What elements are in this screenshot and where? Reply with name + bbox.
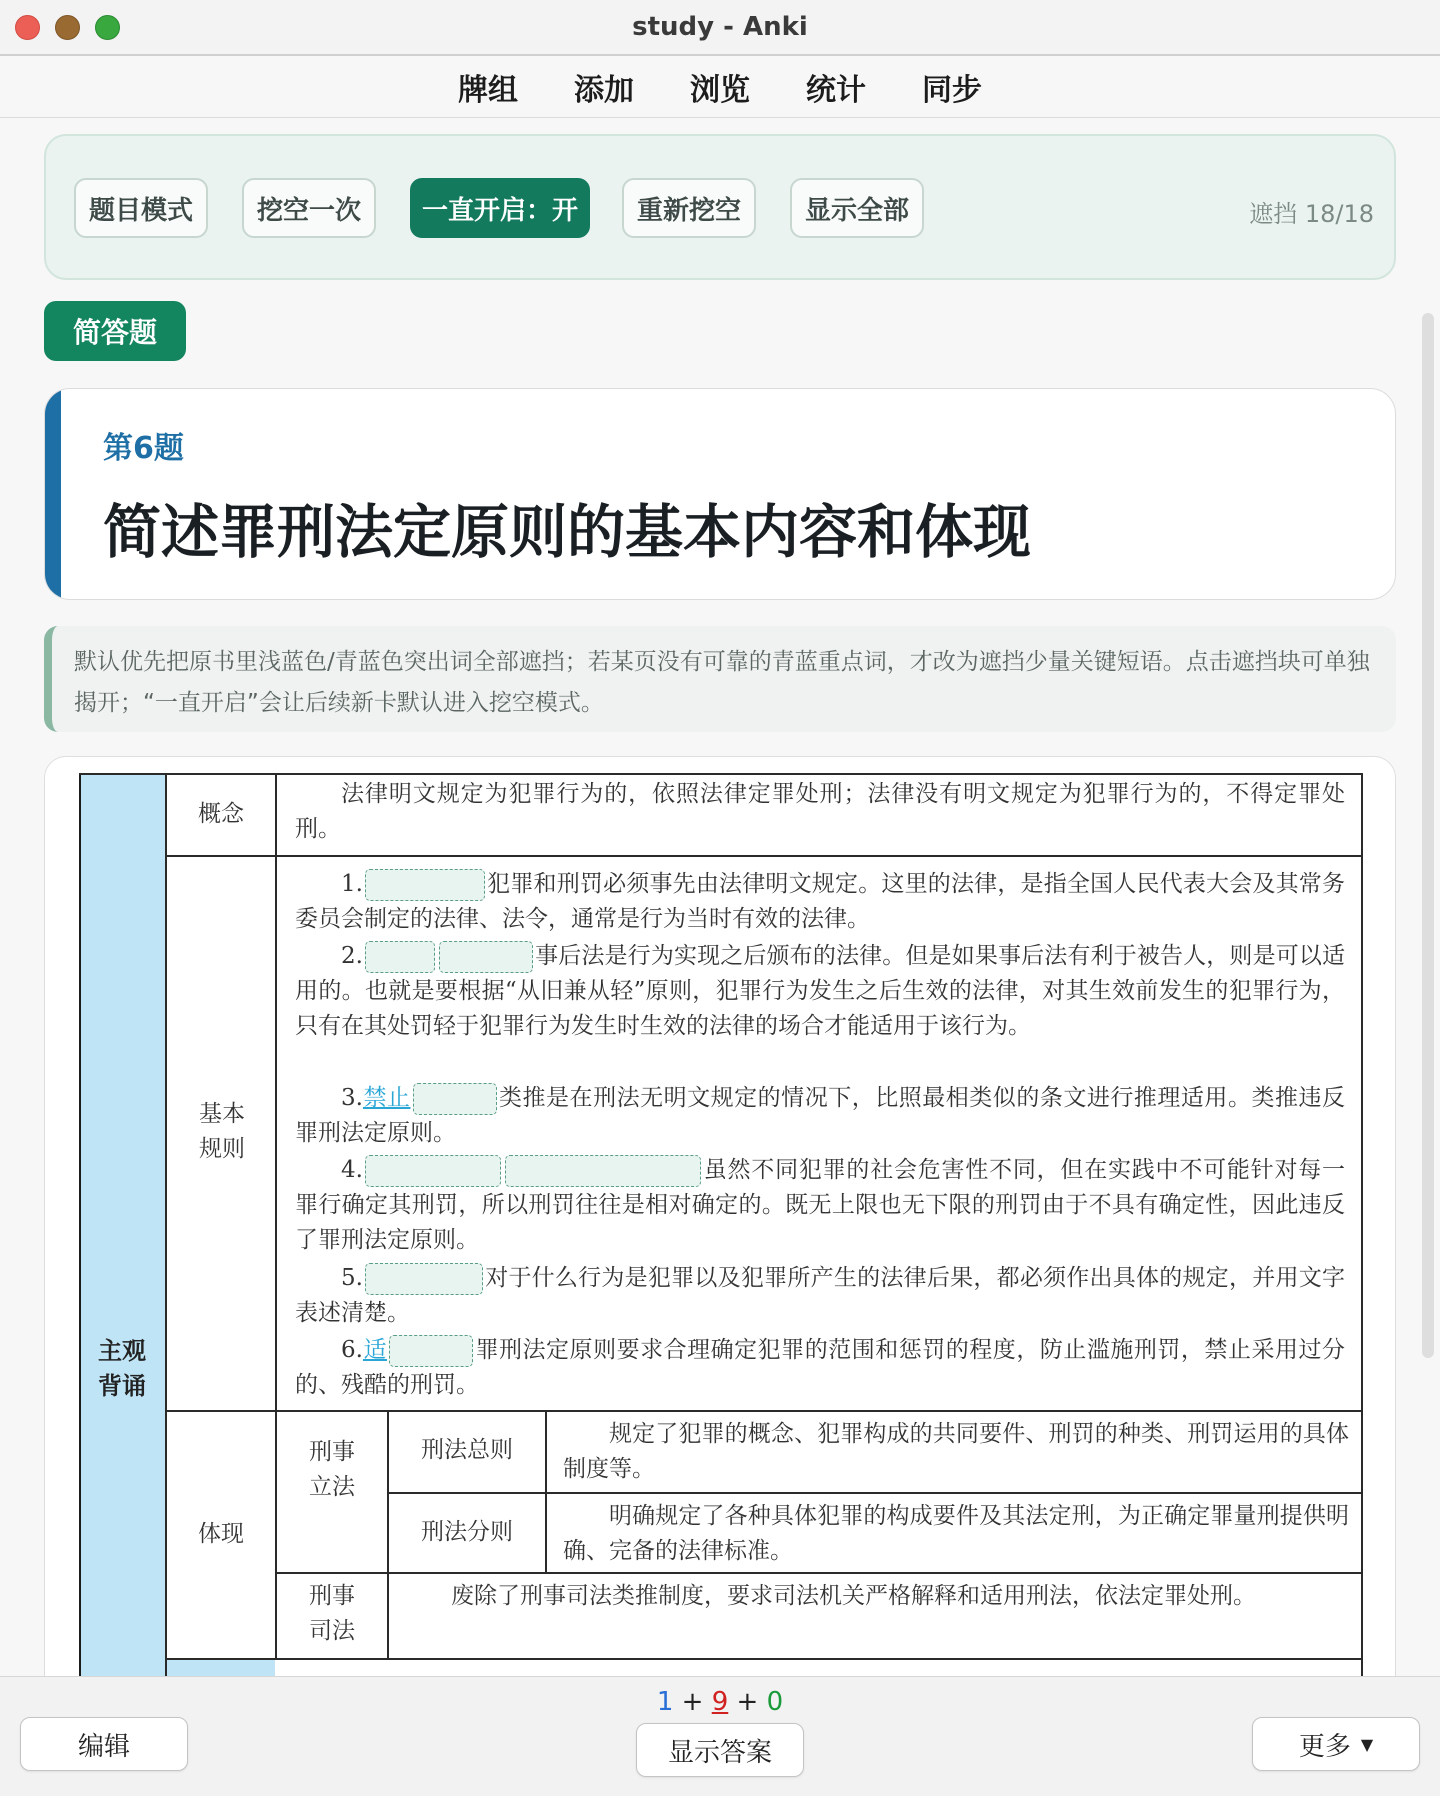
instruction-note: 默认优先把原书里浅蓝色/青蓝色突出词全部遮挡；若某页没有可靠的青蓝重点词，才改为遮挡少量关键短语。点击遮挡块可单独揭开；“一直开启”会让后续新卡默认进入挖空模式。 xyxy=(44,626,1396,732)
embody-label: 体现 xyxy=(198,1521,244,1547)
cloze-mask[interactable] xyxy=(365,1155,501,1187)
window-titlebar xyxy=(0,0,1440,56)
judicial-label: 刑事司法 xyxy=(309,1583,355,1644)
question-mode-button[interactable]: 题目模式 xyxy=(74,178,208,238)
answer-image-card xyxy=(44,756,1396,1676)
rule-item: 3.禁止 类推是在刑法无明文规定的情况下，比照最相类似的条文进行推理适用。类推违反罪刑法定原则。 xyxy=(295,1085,1346,1146)
cloze-mask[interactable] xyxy=(413,1083,497,1115)
cloze-toolbar xyxy=(44,134,1396,280)
side-column xyxy=(79,773,165,1676)
specific-part-text: 明确规定了各种具体犯罪的构成要件及其法定刑，为正确定罪量刑提供明确、完备的法律标准。 xyxy=(563,1503,1349,1564)
rules-label: 基本规则 xyxy=(199,1101,245,1162)
new-count: 1 xyxy=(656,1687,674,1717)
concept-text: 法律明文规定为犯罪行为的，依照法律定罪处刑；法律没有明文规定为犯罪行为的，不得定罪处刑。 xyxy=(295,781,1345,842)
main-menu xyxy=(0,56,1440,118)
side-label: 主观背诵 xyxy=(98,1336,146,1400)
card-accent-bar xyxy=(45,389,61,599)
card-content-area xyxy=(0,118,1440,1676)
menu-sync[interactable]: 同步 xyxy=(922,72,982,108)
question-title: 简述罪刑法定原则的基本内容和体现 xyxy=(103,498,1032,566)
scrollbar-thumb[interactable] xyxy=(1422,313,1434,1358)
always-on-toggle[interactable]: 一直开启：开 xyxy=(410,178,590,238)
judicial-text: 废除了刑事司法类推制度，要求司法机关严格解释和适用刑法，依法定罪处刑。 xyxy=(451,1583,1256,1609)
rule-item: 1. 犯罪和刑罚必须事先由法律明文规定。这里的法律，是指全国人民代表大会及其常务委员会制定的法律、法令，通常是行为当时有效的法律。 xyxy=(295,871,1345,932)
question-card xyxy=(44,388,1396,600)
cloze-mask[interactable] xyxy=(365,869,485,901)
rule-item: 4. 虽然不同犯罪的社会危害性不同，但在实践中不可能针对每一罪行确定其刑罚，所以刑罚往往是相对确定的。既无上限也无下限的刑罚由于不具有确定性，因此违反了罪刑法定原则。 xyxy=(295,1157,1345,1253)
rule-item: 2. 事后法是行为实现之后颁布的法律。但是如果事后法有利于被告人，则是可以适用的。也就是要根据“从旧兼从轻”原则，犯罪行为发生之后生效的法律，对其生效前发生的犯罪行为，只有在其处罚轻于犯罪行为发生时生效的法律的场合才能适用于该行为。 xyxy=(295,943,1345,1039)
show-all-button[interactable]: 显示全部 xyxy=(790,178,924,238)
knowledge-table xyxy=(79,773,1363,1676)
cloze-once-button[interactable]: 挖空一次 xyxy=(242,178,376,238)
cloze-mask[interactable] xyxy=(505,1155,701,1187)
more-label: 更多 xyxy=(1298,1731,1351,1762)
legislation-label: 刑事立法 xyxy=(309,1439,355,1500)
side-column-extension xyxy=(165,1658,275,1676)
cloze-mask[interactable] xyxy=(365,941,435,973)
menu-add[interactable]: 添加 xyxy=(574,72,634,108)
menu-browse[interactable]: 浏览 xyxy=(690,72,750,108)
learn-count: 9 xyxy=(711,1687,729,1717)
cloze-mask[interactable] xyxy=(389,1335,473,1367)
due-counts: 1 + 9 + 0 xyxy=(656,1687,784,1717)
review-count: 0 xyxy=(766,1687,784,1717)
re-cloze-button[interactable]: 重新挖空 xyxy=(622,178,756,238)
general-part-label: 刑法总则 xyxy=(421,1437,513,1463)
rule-item: 6.适 罪刑法定原则要求合理确定犯罪的范围和惩罚的程度，防止滥施刑罚，禁止采用过分的、残酷的刑罚。 xyxy=(295,1337,1346,1398)
window-title: study - Anki xyxy=(632,12,808,42)
concept-label: 概念 xyxy=(198,801,244,827)
menu-stats[interactable]: 统计 xyxy=(806,72,866,108)
more-button[interactable] xyxy=(1252,1717,1420,1771)
question-number: 第6题 xyxy=(103,431,184,466)
mask-count: 遮挡 18/18 xyxy=(1249,200,1374,228)
question-type-tag: 简答题 xyxy=(44,301,186,361)
chevron-down-icon: ▼ xyxy=(1360,1734,1374,1754)
cloze-mask[interactable] xyxy=(365,1263,483,1295)
menu-decks[interactable]: 牌组 xyxy=(458,72,518,108)
review-bottom-bar xyxy=(0,1676,1440,1796)
general-part-text: 规定了犯罪的概念、犯罪构成的共同要件、刑罚的种类、刑罚运用的具体制度等。 xyxy=(563,1421,1349,1482)
cloze-mask[interactable] xyxy=(439,941,533,973)
edit-button[interactable]: 编辑 xyxy=(20,1717,188,1771)
show-answer-button[interactable]: 显示答案 xyxy=(636,1723,804,1777)
specific-part-label: 刑法分则 xyxy=(421,1519,513,1545)
rule-item: 5. 对于什么行为是犯罪以及犯罪所产生的法律后果，都必须作出具体的规定，并用文字表述清楚。 xyxy=(295,1265,1345,1326)
